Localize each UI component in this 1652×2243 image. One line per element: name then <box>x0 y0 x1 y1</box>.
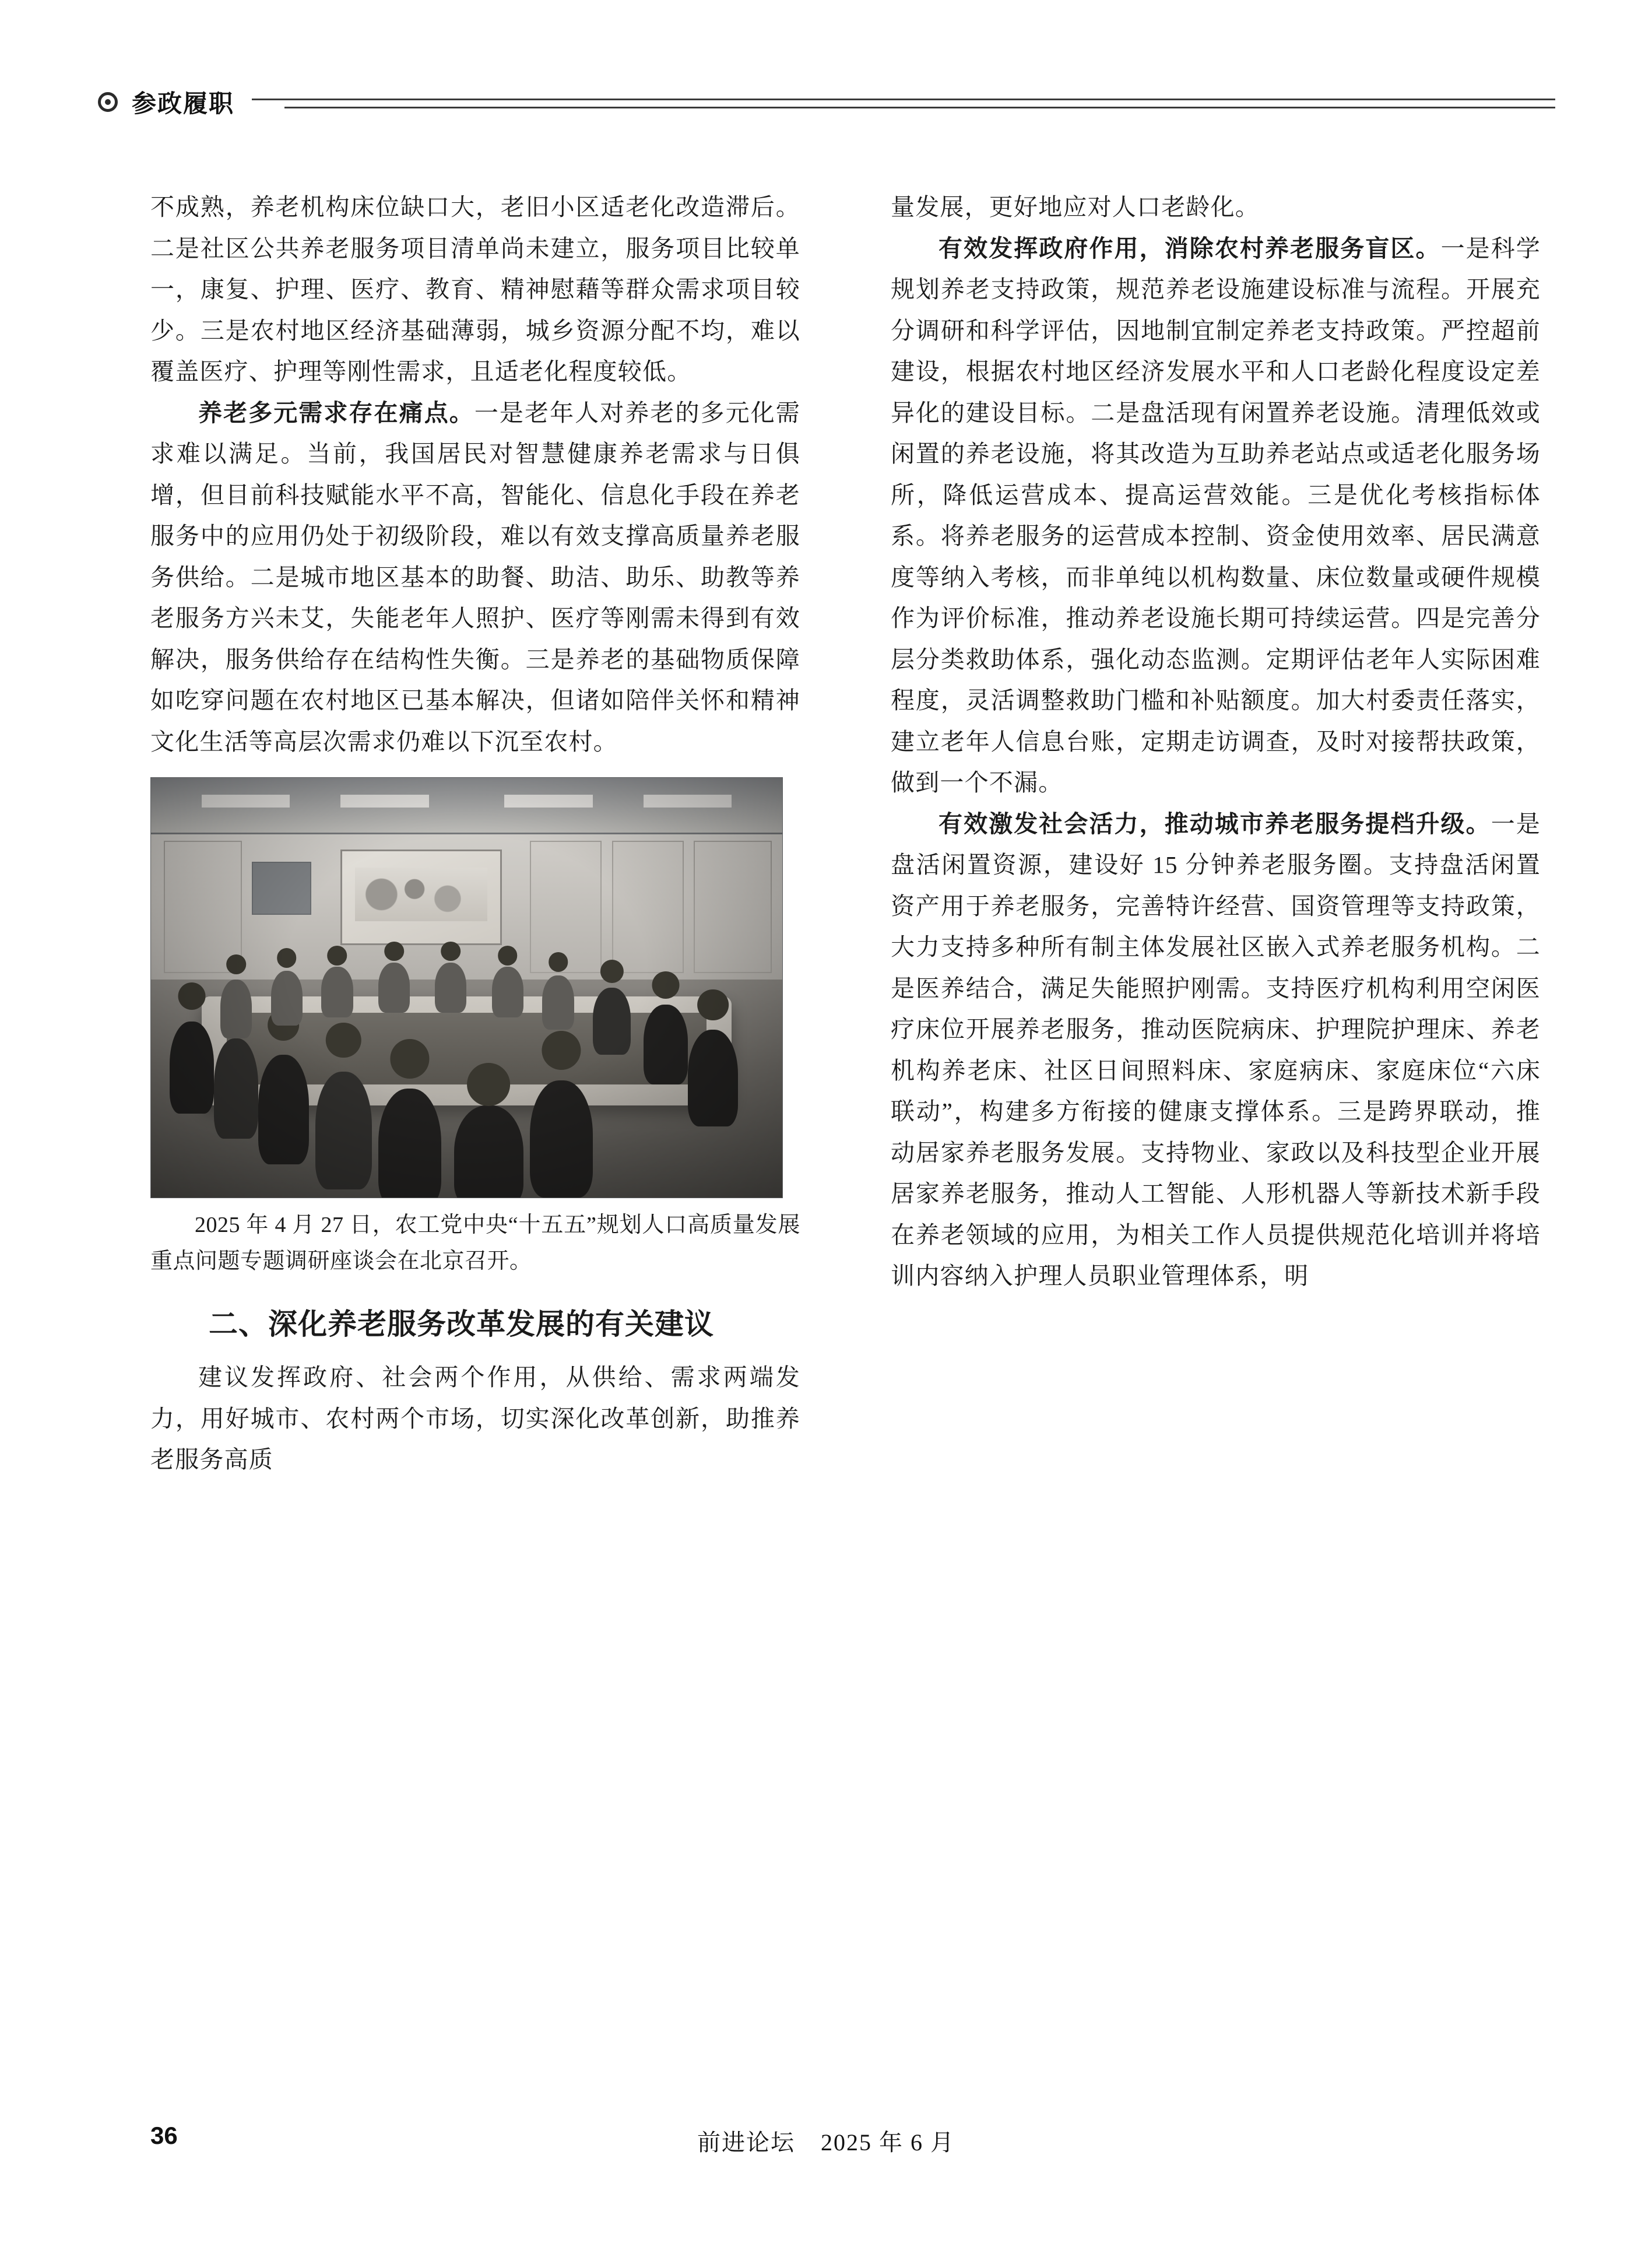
paragraph-lead: 养老多元需求存在痛点。 <box>198 399 474 426</box>
paragraph <box>891 187 1541 228</box>
paragraph-text: 一是老年人对养老的多元化需求难以满足。当前，我国居民对智慧健康养老需求与日俱增，但目前科技赋能水平不高，智能化、信息化手段在养老服务中的应用仍处于初级阶段，难以有效支撑高质量养老服务供给。二是城市地区基本的助餐、助洁、助乐、助教等养老服务方兴未艾，失能老年人照护、医疗等刚需未得到有效解决，服务供给存在结构性失衡。三是养老的基础物质保障如吃穿问题在农村地区已基本解决，但诸如陪伴关怀和精神文化生活等高层次需求仍难以下沉至农村。 <box>150 399 800 755</box>
paragraph-text: 一是盘活闲置资源，建设好 15 分钟养老服务圈。支持盘活闲置资产用于养老服务，完善特许经营、国资管理等支持政策，大力支持多种所有制主体发展社区嵌入式养老服务机构。二是医养结合，满足失能照护刚需。支持医疗机构利用空闲医疗床位开展养老服务，推动医院病床、护理院护理床、养老机构养老床、社区日间照料床、家庭病床、家庭床位“六床联动”，构建多方衔接的健康支撑体系。三是跨界联动，推动居家养老服务发展。支持物业、家政以及科技型企业开展居家养老服务，推动人工智能、人形机器人等新技术新手段在养老领域的应用，为相关工作人员提供规范化培训并将培训内容纳入护理人员职业管理体系，明 <box>891 810 1541 1290</box>
paragraph <box>150 392 800 763</box>
section-heading: 二、深化养老服务改革发展的有关建议 <box>209 1308 714 1341</box>
paragraph-text: 一是科学规划养老支持政策，规范养老设施建设标准与流程。开展充分调研和科学评估，因地制宜制定养老支持政策。严控超前建设，根据农村地区经济发展水平和人口老龄化程度设定差异化的建设目标。二是盘活现有闲置养老设施。清理低效或闲置的养老设施，将其改造为互助养老站点或适老化服务场所，降低运营成本、提高运营效能。三是优化考核指标体系。将养老服务的运营成本控制、资金使用效率、居民满意度等纳入考核，而非单纯以机构数量、床位数量或硬件规模作为评价标准，推动养老设施长期可持续运营。四是完善分层分类救助体系，强化动态监测。定期评估老年人实际困难程度，灵活调整救助门槛和补贴额度。加大村委责任落实，建立老年人信息台账，定期走访调查，及时对接帮扶政策，做到一个不漏。 <box>891 234 1541 796</box>
paragraph <box>891 803 1541 1297</box>
circle-dot-icon <box>98 92 118 112</box>
paragraph <box>891 228 1541 803</box>
left-column <box>150 187 800 1480</box>
right-column <box>891 187 1541 1297</box>
paragraph-text: 建议发挥政府、社会两个作用，从供给、需求两端发力，用好城市、农村两个市场，切实深化改革创新，助推养老服务高质 <box>150 1364 800 1473</box>
paragraph-text: 不成熟，养老机构床位缺口大，老旧小区适老化改造滞后。二是社区公共养老服务项目清单尚未建立，服务项目比较单一，康复、护理、医疗、教育、精神慰藉等群众需求项目较少。三是农村地区经济基础薄弱，城乡资源分配不均，难以覆盖医疗、护理等刚性需求，且适老化程度较低。 <box>150 194 800 385</box>
magazine-name: 前进论坛 <box>697 2129 795 2156</box>
paragraph <box>150 187 800 392</box>
section-label: 参政履职 <box>132 90 235 117</box>
paragraph-lead: 有效发挥政府作用，消除农村养老服务盲区。 <box>939 234 1441 262</box>
paragraph-lead: 有效激发社会活力，推动城市养老服务提档升级。 <box>939 810 1491 837</box>
figure <box>150 777 800 1279</box>
page-number: 36 <box>150 2122 178 2149</box>
paragraph <box>150 1357 800 1480</box>
page-header <box>98 82 1555 122</box>
header-rule <box>252 97 1555 109</box>
figure-caption: 2025 年 4 月 27 日，农工党中央“十五五”规划人口高质量发展重点问题专题调研座谈会在北京召开。 <box>150 1213 800 1273</box>
meeting-photo <box>150 777 783 1198</box>
paragraph-text: 量发展，更好地应对人口老龄化。 <box>891 194 1260 220</box>
page-footer <box>0 2122 1652 2157</box>
footer-center <box>0 2124 1652 2157</box>
issue-date: 2025 年 6 月 <box>821 2129 955 2156</box>
